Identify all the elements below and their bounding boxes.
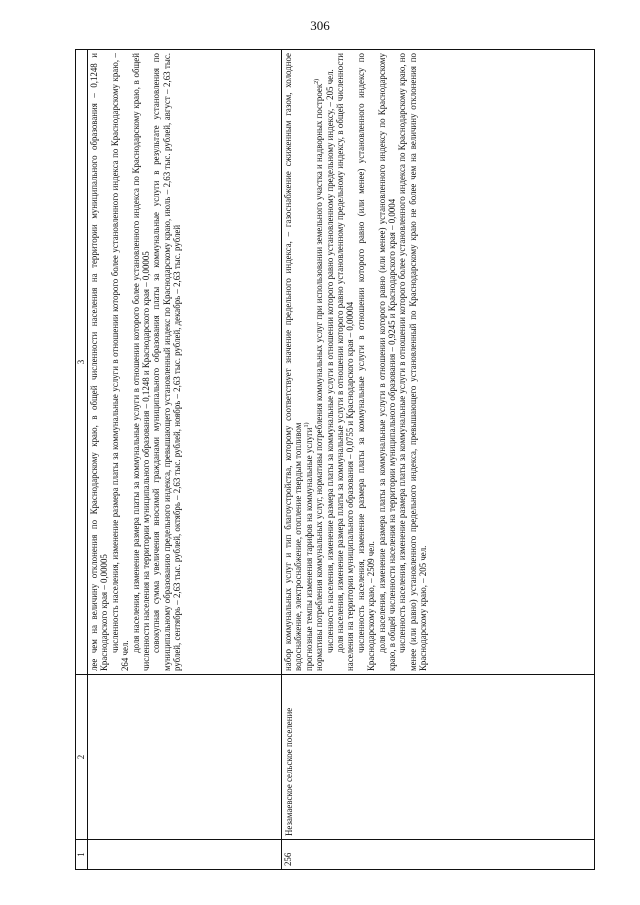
- row-256-paragraph: набор коммунальных услуг и тип благоустройства, которому соответствует значение предельного индекса, – газоснабжение сжиженным газом, холодное водоснабжение, электроснабжение, отопление твердым топливом: [283, 53, 304, 671]
- cont-settlement-cell: [88, 675, 282, 840]
- cont-paragraph: совокупная сумма увеличения вносимой гражданами муниципального образования платы за коммунальные услуги в результате установления по муниципальному образованию предельного индекса, превышающего установленный индекс по Краснодарскому краю, июль – 2,63 тыс. рублей, август – 2,63 тыс. рублей, сентябрь – 2,63 тыс. рублей, октябрь – 2,63 тыс. рублей, ноябрь – 2,63 тыс. рублей, декабрь – 2,63 тыс. рублей: [151, 53, 183, 671]
- settlements-table: [75, 49, 595, 870]
- row-256-paragraph: численность населения, изменение размера платы за коммунальные услуги в отношении которого равно установленному предельному индексу, – 205 чел.: [324, 69, 335, 653]
- row-number: 256: [282, 840, 595, 870]
- row-256-paragraph: нормативы потребления коммунальных услуг, нормативы потребления коммунальных услуг при использовании земельного участка и надворных построек$^{2)}$: [314, 78, 325, 671]
- row-256-text-cell: [282, 50, 595, 675]
- row-256-paragraph: доля населения, изменение размера платы за коммунальные услуги в отношении которого равно (или менее) установленного индексу по Краснодарскому краю, в общей численности населения на территории муниципального образования – 0,9245 и Краснодарского края – 0,0004: [376, 53, 398, 671]
- row-256-paragraph: прогнозные темпы изменения тарифов на коммунальные услуги$^{1)}$: [303, 422, 314, 671]
- cont-paragraph: лее чем на величину отклонения по Краснодарскому краю, в общей численности населения на территории муниципального образования – 0,1248 и Краснодарского края – 0,00005: [89, 53, 110, 671]
- row-256-paragraph: доля населения, изменение размера платы за коммунальные услуги в отношении которого равно установленному предельному индексу, в общей численности населения на территории муниципального образования – 0,0755 и Краснодарского края – 0,00004: [335, 53, 356, 671]
- row-256-paragraph: численность населения, изменение размера платы за коммунальные услуги в отношении которого более установленного индекса по Краснодарскому краю, но менее (или равно) установленного предельного индекса, превышающего установленный по Краснодарскому краю не более чем на величину отклонения по Краснодарскому краю, – 205 чел.: [397, 53, 429, 671]
- rotated-table-container: [75, 50, 595, 870]
- table-row-256: [282, 50, 595, 870]
- settlement-name: Незамаевское сельское поселение: [282, 675, 595, 840]
- header-col-3: 3: [76, 50, 88, 675]
- table-row-continuation: [88, 50, 282, 870]
- cont-num-cell: [88, 840, 282, 870]
- table-header-row: [76, 50, 88, 870]
- cont-paragraph: доля населения, изменение размера платы за коммунальные услуги в отношении которого более установленного индекса по Краснодарскому краю, в общей численности населения на территории муниципального образования – 0,1248 и Краснодарского края – 0,00005: [130, 53, 152, 671]
- page-number: 306: [310, 18, 330, 33]
- header-col-2: 2: [76, 675, 88, 840]
- cont-text-cell: [88, 50, 282, 675]
- row-256-paragraph: численность населения, изменение размера платы за коммунальные услуги в отношении которого равно (или менее) установленного индексу по Краснодарскому краю, – 2509 чел.: [355, 53, 377, 671]
- cont-paragraph: численность населения, изменение размера платы за коммунальные услуги в отношении которого более установленного индекса по Краснодарскому краю, – 264 чел.: [109, 53, 131, 671]
- header-col-1: 1: [76, 840, 88, 870]
